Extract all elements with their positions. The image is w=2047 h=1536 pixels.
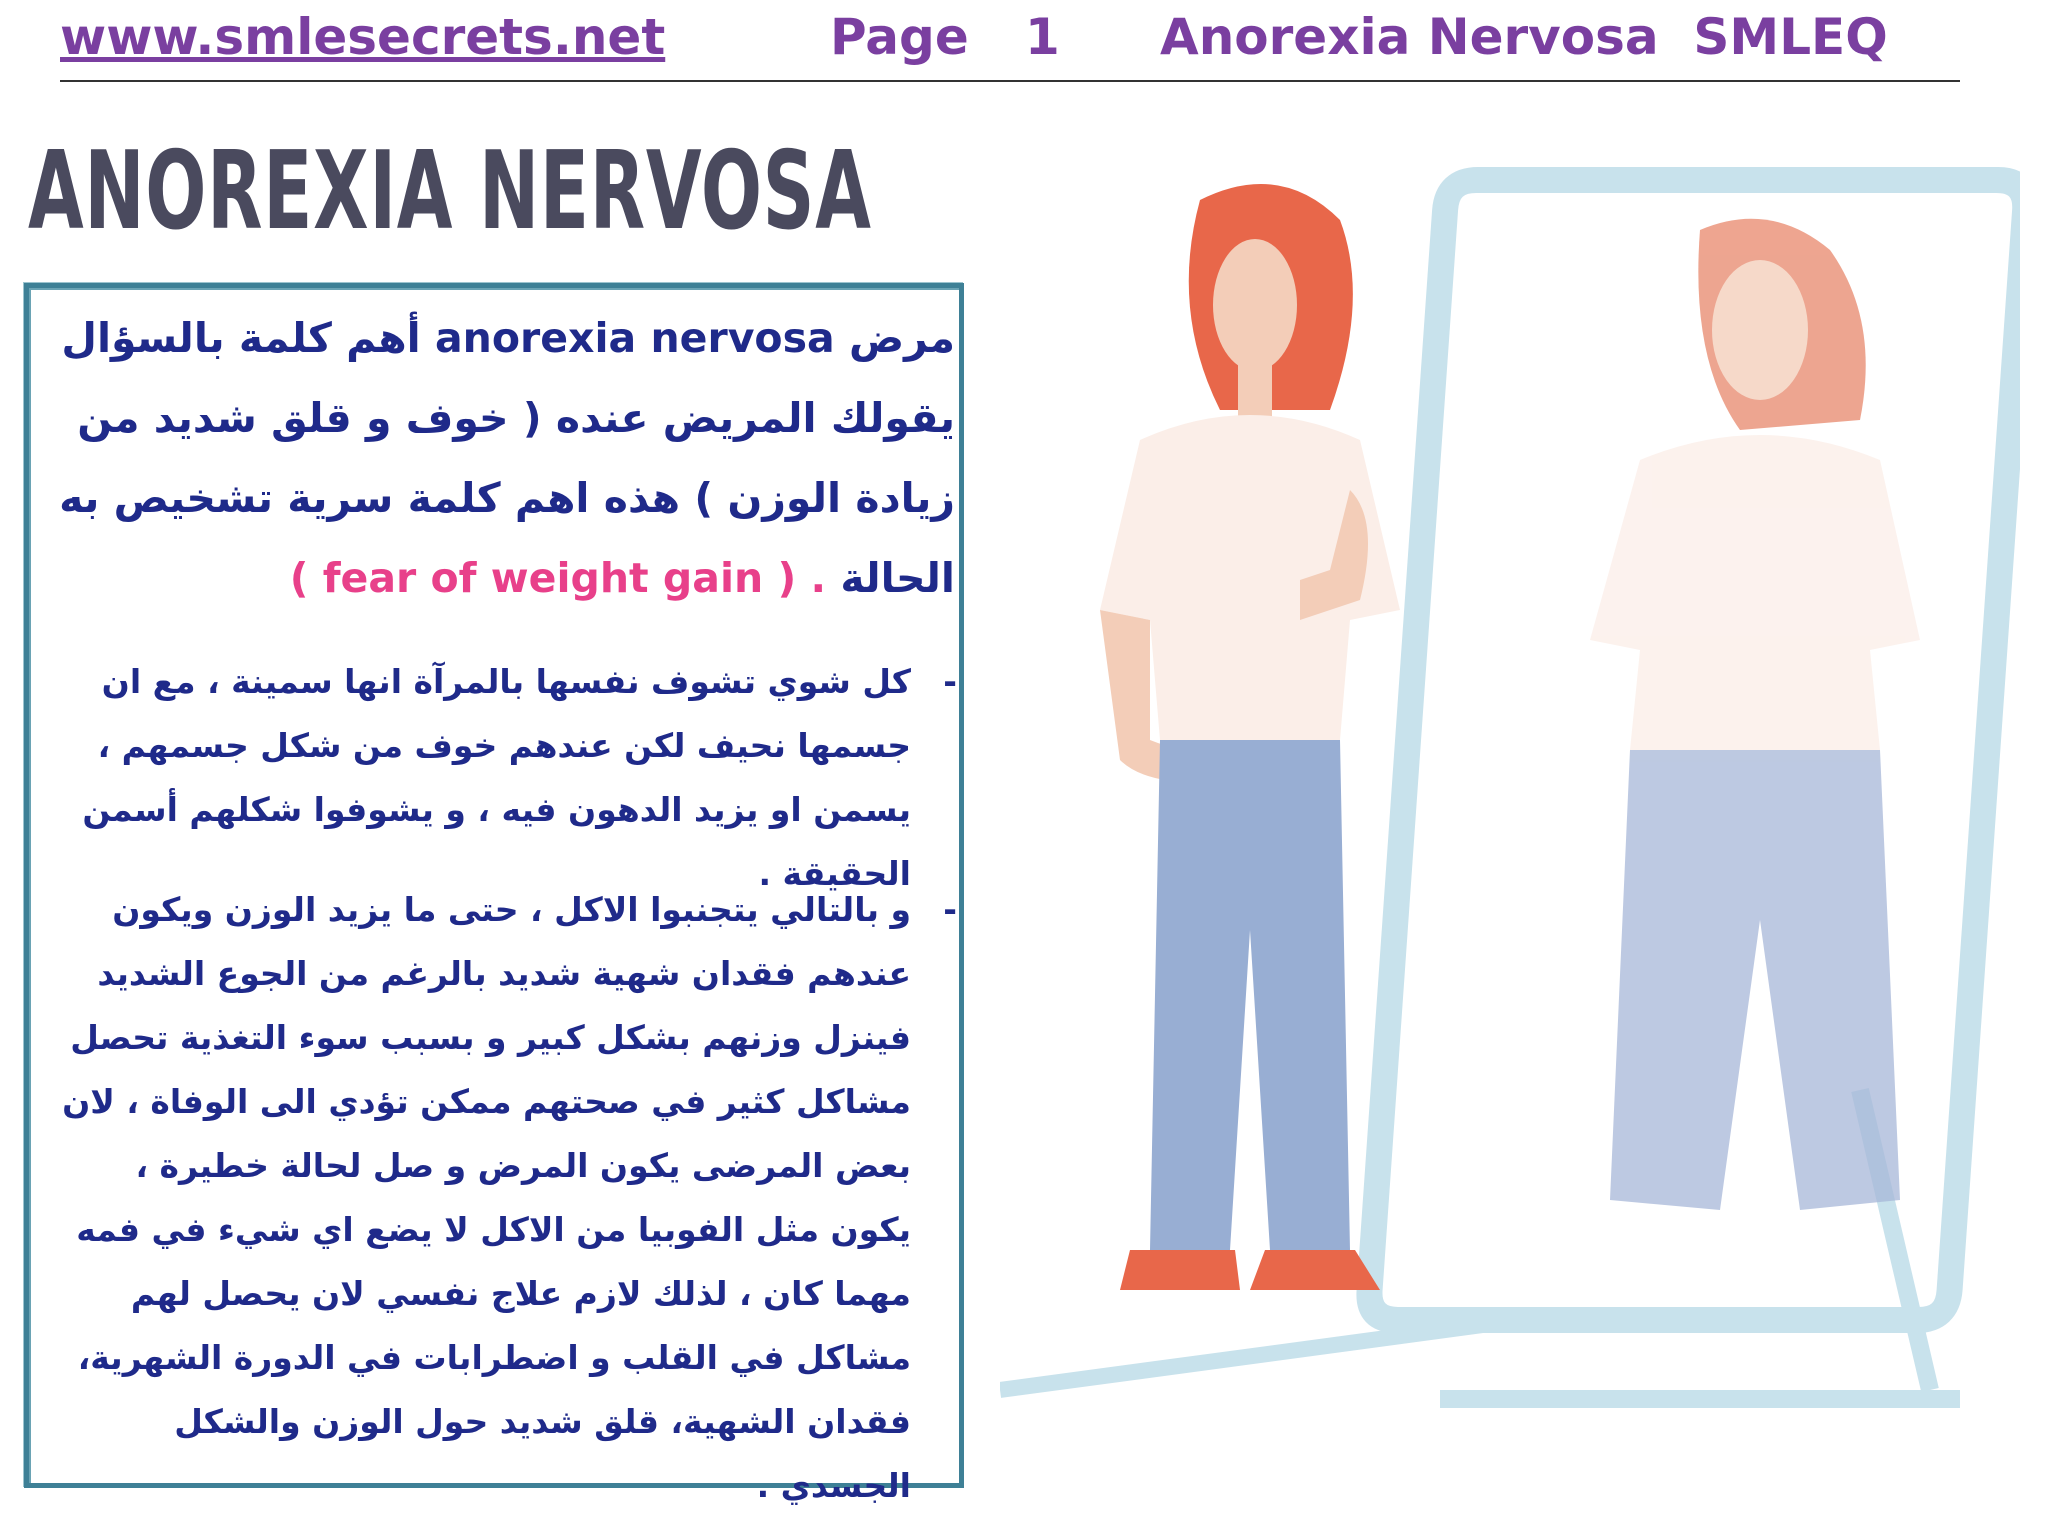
reflection-figure: [1590, 219, 1920, 1210]
woman-mirror-illustration: [1000, 140, 2020, 1440]
intro-paragraph: [55, 298, 955, 618]
bullet-item-1: [57, 650, 957, 906]
header-topic: Anorexia Nervosa SMLEQ: [1160, 8, 1888, 66]
intro-text-1: مرض: [834, 314, 955, 362]
page-title: ANOREXIA NERVOSA: [28, 129, 872, 254]
header-divider: [60, 80, 1960, 82]
page-number: 1: [1025, 8, 1060, 66]
key-phrase: ( fear of weight gain ): [289, 554, 797, 602]
page-label: Page: [830, 8, 969, 66]
bullet-text: كل شوي تشوف نفسها بالمرآة انها سمينة ، مع ان جسمها نحيف لكن عندهم خوف من شكل جسمهم ، يسمن او يزيد الدهون فيه ، و يشوفوا شكلهم أسمن الحقيقة .: [82, 662, 911, 893]
bullet-dash: -: [943, 662, 957, 701]
intro-end: .: [796, 554, 827, 602]
woman-figure: [1100, 184, 1400, 1290]
bullet-item-2: [57, 878, 957, 1518]
intro-text-2: أهم كلمة بالسؤال يقولك المريض عنده ( خوف و قلق شديد من زيادة الوزن ) هذه اهم كلمة سرية تشخيص به الحالة: [59, 314, 955, 602]
website-link[interactable]: www.smlesecrets.net: [60, 8, 666, 66]
bullet-dash: -: [943, 890, 957, 929]
bullet-text: و بالتالي يتجنبوا الاكل ، حتى ما يزيد الوزن ويكون عندهم فقدان شهية شديد بالرغم من الجوع الشديد فينزل وزنهم بشكل كبير و بسبب سوء التغذية تحصل مشاكل كثير في صحتهم ممكن تؤدي الى الوفاة ، لان بعض المرضى يكون المرض و صل لحالة خطيرة ، يكون مثل الفوبيا من الاكل لا يضع اي شيء في فمه مهما كان ، لذلك لازم علاج نفسي لان يحصل لهم مشاكل في القلب و اضطرابات في الدورة الشهرية، فقدان الشهية، قلق شديد حول الوزن والشكل الجسدي .: [62, 890, 911, 1505]
english-term: anorexia nervosa: [435, 314, 835, 362]
